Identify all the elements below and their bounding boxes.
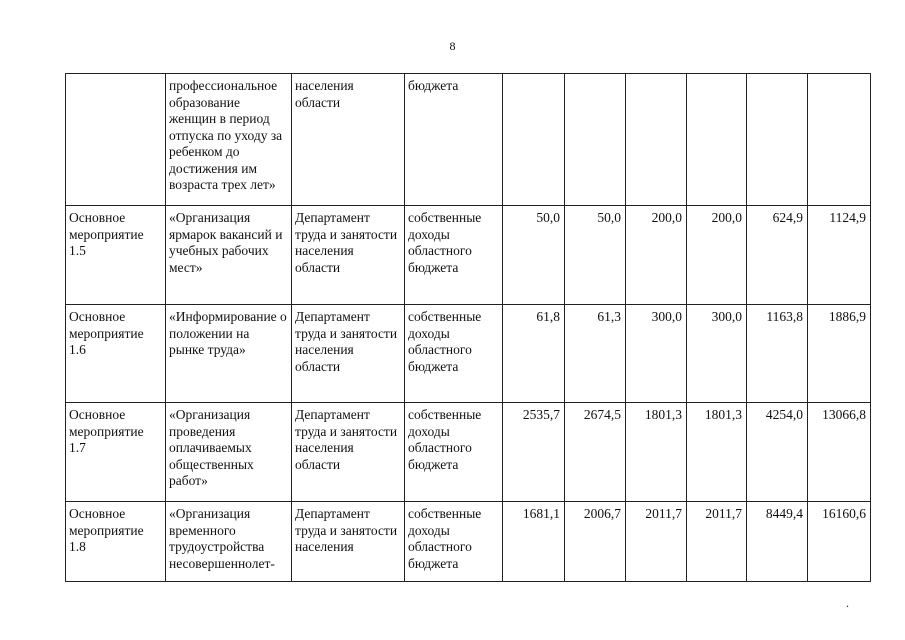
executor-cell: Департамент труда и занятости населения [292, 502, 405, 582]
value-cell: 2011,7 [687, 502, 747, 582]
value-cell [503, 74, 565, 206]
executor-cell: Департамент труда и занятости населения области [292, 206, 405, 305]
value-cell: 200,0 [626, 206, 687, 305]
table-row [66, 74, 871, 206]
value-cell: 1801,3 [626, 403, 687, 502]
table-row [66, 206, 871, 305]
measure-name-cell: «Организация временного трудоустройства несовершеннолет- [166, 502, 292, 582]
measure-cell: Основное мероприятие 1.6 [66, 305, 166, 403]
value-cell: 300,0 [687, 305, 747, 403]
measure-cell: Основное мероприятие 1.7 [66, 403, 166, 502]
measure-name-cell: «Информирование о положении на рынке труда» [166, 305, 292, 403]
value-cell: 61,8 [503, 305, 565, 403]
funding-source-cell: собственные доходы областного бюджета [405, 305, 503, 403]
page-number: 8 [449, 39, 456, 53]
value-cell: 1886,9 [808, 305, 871, 403]
value-cell: 300,0 [626, 305, 687, 403]
value-cell: 1681,1 [503, 502, 565, 582]
executor-cell: населения области [292, 74, 405, 206]
footer-mark: . [846, 596, 849, 610]
table-row [66, 403, 871, 502]
value-cell: 4254,0 [747, 403, 808, 502]
value-cell [626, 74, 687, 206]
program-measures-table [65, 73, 871, 582]
measure-name-cell: «Организация проведения оплачиваемых общественных работ» [166, 403, 292, 502]
value-cell [565, 74, 626, 206]
funding-source-cell: собственные доходы областного бюджета [405, 403, 503, 502]
funding-source-cell: бюджета [405, 74, 503, 206]
value-cell: 1801,3 [687, 403, 747, 502]
value-cell: 2011,7 [626, 502, 687, 582]
value-cell: 624,9 [747, 206, 808, 305]
value-cell [808, 74, 871, 206]
value-cell: 50,0 [503, 206, 565, 305]
value-cell: 1163,8 [747, 305, 808, 403]
value-cell: 2674,5 [565, 403, 626, 502]
executor-cell: Департамент труда и занятости населения области [292, 305, 405, 403]
value-cell: 13066,8 [808, 403, 871, 502]
value-cell: 61,3 [565, 305, 626, 403]
value-cell [687, 74, 747, 206]
value-cell: 16160,6 [808, 502, 871, 582]
table-row [66, 305, 871, 403]
value-cell: 50,0 [565, 206, 626, 305]
measure-name-cell: «Организация ярмарок вакансий и учебных рабочих мест» [166, 206, 292, 305]
measure-cell: Основное мероприятие 1.8 [66, 502, 166, 582]
measure-cell [66, 74, 166, 206]
value-cell: 8449,4 [747, 502, 808, 582]
value-cell: 1124,9 [808, 206, 871, 305]
value-cell [747, 74, 808, 206]
value-cell: 200,0 [687, 206, 747, 305]
executor-cell: Департамент труда и занятости населения области [292, 403, 405, 502]
measure-cell: Основное мероприятие 1.5 [66, 206, 166, 305]
measure-name-cell: профессиональное образование женщин в период отпуска по уходу за ребенком до достижения им возраста трех лет» [166, 74, 292, 206]
funding-source-cell: собственные доходы областного бюджета [405, 502, 503, 582]
funding-source-cell: собственные доходы областного бюджета [405, 206, 503, 305]
value-cell: 2006,7 [565, 502, 626, 582]
table-row [66, 502, 871, 582]
value-cell: 2535,7 [503, 403, 565, 502]
